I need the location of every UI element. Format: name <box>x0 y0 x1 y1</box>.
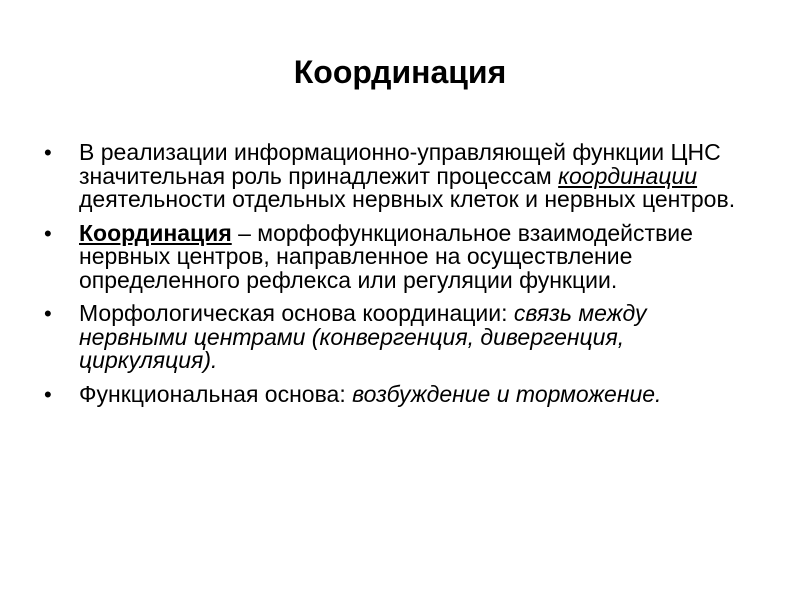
bullet-marker: • <box>44 301 52 326</box>
bullet-marker: • <box>44 381 52 407</box>
bullet-4-label: Функциональная основа: <box>79 380 353 407</box>
bullet-1-text-start: В реализации информационно-управляющей функции ЦНС значительная роль принадлежит процессам <box>79 139 721 189</box>
bullet-3-label: Морфологическая основа координации: <box>79 300 514 326</box>
slide-title: Координация <box>293 54 507 90</box>
bullet-2-term-coordination: Координация <box>79 219 232 246</box>
bullet-2-definition: – морфофункциональное взаимодействие нервных центров, направленное на осуществление определенного рефлекса или регуляции функции. <box>79 219 693 293</box>
bullet-item-1 <box>44 141 754 212</box>
bullet-item-4 <box>44 380 754 407</box>
bullet-1-term-coordination: координации <box>558 162 698 189</box>
bullet-marker: • <box>44 140 52 165</box>
bullet-list <box>44 141 754 416</box>
bullet-4-italic-detail: возбуждение и торможение. <box>352 380 662 407</box>
bullet-3-italic-detail: связь между нервными центрами (конвергенция, дивергенция, циркуляция). <box>79 300 647 373</box>
bullet-1-text-end: деятельности отдельных нервных клеток и нервных центров. <box>79 186 736 212</box>
bullet-item-3 <box>44 302 754 373</box>
bullet-marker: • <box>44 220 52 246</box>
bullet-item-2 <box>44 219 754 293</box>
